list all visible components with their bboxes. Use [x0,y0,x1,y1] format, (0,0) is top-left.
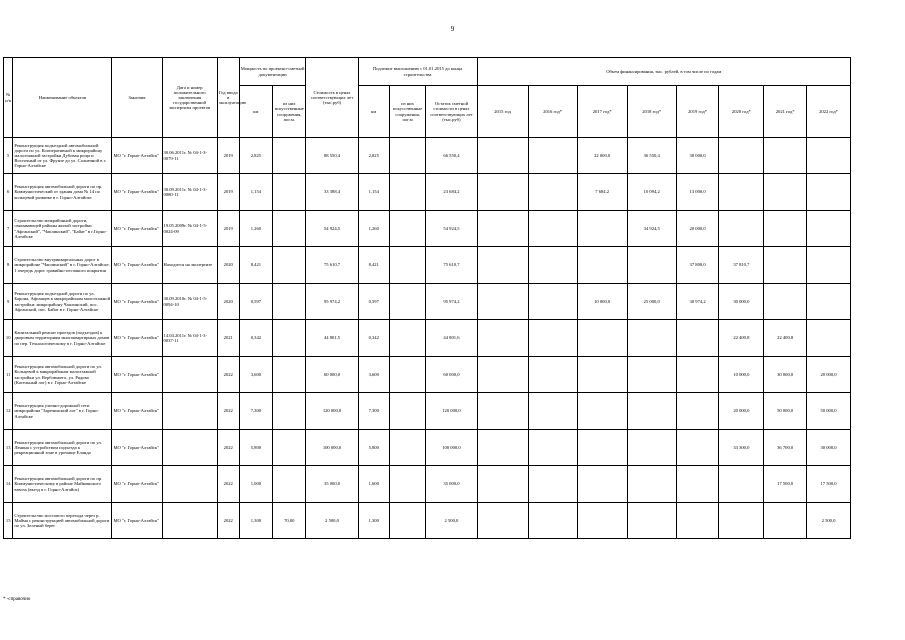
cell-financing-2018 [627,247,676,284]
header-row-1 [4,58,851,86]
table-row [4,247,851,284]
cell-row-number: 5 [4,138,13,174]
cell-financing-2021 [764,174,807,211]
cell-financing-2016 [528,138,577,174]
cell-estimated-cost: 75 610,7 [306,247,358,284]
cell-financing-2015 [477,357,528,393]
cell-financing-2015 [477,174,528,211]
cell-length-km: 1,260 [239,211,272,247]
cell-estimated-cost: 35 000,0 [306,466,358,503]
cell-financing-2016 [528,320,577,357]
cell-object-name: Реконструкция подъездной дороги по ул. Барона, Афганцев к микрорайонам малоэтажной застройки: микрорайону Чаплинский, пос. Афганский, пос. Байат в г. Горно-Алтайске [13,284,112,320]
cell-financing-2019: 13 000,0 [676,174,719,211]
table-row [4,466,851,503]
cell-financing-2017: 22 000,0 [577,138,627,174]
header-remaining-cost: Остаток сметной стоимости в ценах соответствующих лет (тыс.руб) [426,86,477,138]
header-capacity-group: Мощность по проектно-сметной документации [239,58,306,86]
cell-financing-2019 [676,466,719,503]
cell-object-name: Строительство внутриквартальных дорог в микрорайоне "Чаплинский" в г. Горно-Алтайске, 1 очередь дорог гравийно-песчаного покрытия [13,247,112,284]
cell-estimated-cost: 88 550,4 [306,138,358,174]
header-date-number: Дата и номер положительного заключения государственной экспертизы проектов [162,58,217,138]
cell-remaining-artificial-structures [389,357,426,393]
cell-remaining-cost: 44 801,6 [426,320,477,357]
cell-financing-2020: 33 300,0 [719,430,764,466]
cell-financing-2018: 34 924,5 [627,211,676,247]
cell-financing-2018 [627,430,676,466]
cell-remaining-artificial-structures [389,503,426,539]
cell-financing-2017 [577,320,627,357]
cell-financing-2015 [477,466,528,503]
header-km: км [239,86,272,138]
header-year-2020: 2020 год* [719,86,764,138]
cell-row-number: 12 [4,393,13,430]
cell-customer: МО "г. Горно-Алтайск" [112,247,162,284]
cell-financing-2017 [577,211,627,247]
cell-financing-2021: 17 500,0 [764,466,807,503]
cell-customer: МО "г. Горно-Алтайск" [112,466,162,503]
cell-financing-2015 [477,393,528,430]
cell-length-km: 1,300 [239,503,272,539]
header-year-2021: 2021 год* [764,86,807,138]
cell-customer: МО "г. Горно-Алтайск" [112,284,162,320]
cell-financing-2018 [627,357,676,393]
cell-length-km: 8,421 [239,247,272,284]
cell-financing-2017 [577,466,627,503]
cell-expertise-date-number: Находится на экспертизе [162,247,217,284]
cell-artificial-structures [273,320,306,357]
cell-financing-2015 [477,211,528,247]
cell-financing-2018: 10 094,2 [627,174,676,211]
cell-artificial-structures [273,393,306,430]
cell-financing-2020: 30 000,0 [719,284,764,320]
cell-commission-year: 2020 [217,247,239,284]
cell-artificial-structures [273,284,306,320]
header-year-2015: 2015 год [477,86,528,138]
table-row [4,211,851,247]
cell-financing-2016 [528,357,577,393]
cell-customer: МО "г. Горно-Алтайск" [112,320,162,357]
table-row [4,393,851,430]
header-km-remaining: км [358,86,389,138]
cell-financing-2021: 22 400,8 [764,320,807,357]
cell-financing-2019: 20 000,0 [676,211,719,247]
cell-financing-2018 [627,466,676,503]
cell-remaining-cost: 35 000,0 [426,466,477,503]
cell-financing-2022 [807,211,851,247]
cell-row-number: 15 [4,503,13,539]
cell-financing-2016 [528,247,577,284]
cell-expertise-date-number: 30.06.2011г. № 04-1-3-0079-11 [162,138,217,174]
cell-customer: МО "г. Горно-Алтайск" [112,503,162,539]
header-remaining-group: Подлежит выполнению с 01.01.2015 до конца строительства [358,58,477,86]
cell-financing-2020 [719,466,764,503]
cell-financing-2022 [807,284,851,320]
cell-object-name: Реконструкция автомобильной дороги по пр. Коммунистический от здания дома № 14 по кольцевой развязке в г. Горно-Алтайске [13,174,112,211]
cell-remaining-cost: 100 000,0 [426,430,477,466]
cell-financing-2018: 25 000,0 [627,284,676,320]
cell-remaining-km: 7,300 [358,393,389,430]
cell-artificial-structures: 70,00 [273,503,306,539]
cell-customer: МО "г. Горно-Алтайск" [112,211,162,247]
header-name: Наименование объектов [13,58,112,138]
cell-estimated-cost: 54 924,5 [306,211,358,247]
cell-customer: МО "г. Горно-Алтайск" [112,430,162,466]
cell-remaining-artificial-structures [389,211,426,247]
cell-financing-2020: 37 810,7 [719,247,764,284]
cell-estimated-cost: 33 388,4 [306,174,358,211]
header-year: Год ввода в эксплуатацию [217,58,239,138]
cell-remaining-km: 1,600 [358,466,389,503]
cell-artificial-structures [273,247,306,284]
cell-length-km: 3,600 [239,357,272,393]
cell-estimated-cost: 120 000,0 [306,393,358,430]
cell-commission-year: 2019 [217,211,239,247]
cell-customer: МО "г. Горно-Алтайск" [112,357,162,393]
cell-remaining-km: 5,800 [358,430,389,466]
cell-financing-2021: 50 000,0 [764,393,807,430]
cell-artificial-structures [273,211,306,247]
cell-object-name: Реконструкция автомобильной дороги по ул. Ленина с устройством подъезда к рекреационной зоне в урочище Еланда [13,430,112,466]
cell-remaining-cost: 75 610,7 [426,247,477,284]
cell-length-km: 7,300 [239,393,272,430]
cell-financing-2015 [477,430,528,466]
cell-artificial-structures [273,357,306,393]
cell-remaining-cost: 60 000,0 [426,357,477,393]
header-of-them-remaining: из них искусственные сооружения, пог.м [389,86,426,138]
cell-remaining-cost: 54 924,5 [426,211,477,247]
cell-financing-2022: 2 500,0 [807,503,851,539]
cell-commission-year: 2022 [217,466,239,503]
cell-object-name: Строительство межрайонной дороги, связывающей районы жилой застройки "Афганский", "Чаплинский", "Байат" в г.Горно-Алтайске [13,211,112,247]
objects-table [3,57,851,539]
cell-remaining-km: 0,342 [358,320,389,357]
cell-row-number: 10 [4,320,13,357]
cell-remaining-artificial-structures [389,466,426,503]
cell-remaining-km: 1,154 [358,174,389,211]
cell-commission-year: 2019 [217,174,239,211]
cell-financing-2019 [676,320,719,357]
header-financing-group: Объем финансирования, тыс. рублей, в том числе по годам [477,58,850,86]
cell-row-number: 11 [4,357,13,393]
table-row [4,174,851,211]
cell-financing-2021 [764,284,807,320]
cell-financing-2021: 30 000,0 [764,357,807,393]
cell-remaining-km: 3,600 [358,357,389,393]
table-row [4,430,851,466]
cell-financing-2016 [528,466,577,503]
header-year-2018: 2018 год* [627,86,676,138]
cell-expertise-date-number [162,503,217,539]
cell-financing-2016 [528,174,577,211]
cell-remaining-km: 0,597 [358,284,389,320]
cell-financing-2015 [477,503,528,539]
header-year-2019: 2019 год* [676,86,719,138]
cell-remaining-cost: 95 974,2 [426,284,477,320]
cell-object-name: Реконструкция автомобильной дороги по ул. Кольцевой к микрорайонам малоэтажной застройки ул. Верблюжего, ул. Рядова (Кательный лог) в г. Горно-Алтайске [13,357,112,393]
cell-remaining-artificial-structures [389,320,426,357]
cell-expertise-date-number [162,430,217,466]
cell-estimated-cost: 60 000,0 [306,357,358,393]
cell-remaining-artificial-structures [389,284,426,320]
cell-remaining-artificial-structures [389,393,426,430]
cell-expertise-date-number: 30.09.2011г. № 04-1-3-0080-11 [162,174,217,211]
cell-financing-2022: 20 000,0 [807,357,851,393]
cell-financing-2017 [577,503,627,539]
cell-customer: МО "г. Горно-Алтайск" [112,174,162,211]
cell-expertise-date-number [162,466,217,503]
header-year-2022: 2022 год* [807,86,851,138]
cell-financing-2015 [477,247,528,284]
cell-artificial-structures [273,430,306,466]
cell-financing-2018 [627,320,676,357]
cell-commission-year: 2022 [217,503,239,539]
cell-length-km: 0,342 [239,320,272,357]
cell-financing-2017 [577,393,627,430]
cell-length-km: 5,800 [239,430,272,466]
header-of-them: из них искусственные сооружения, пог.м. [273,86,306,138]
cell-remaining-cost: 120 000,0 [426,393,477,430]
cell-remaining-km: 8,421 [358,247,389,284]
cell-financing-2020 [719,174,764,211]
cell-object-name: Капитальный ремонт проездов (подъездов) к дворовым территориям многоквартирных домов по пер. Технологическому в г. Горно-Алтайске [13,320,112,357]
cell-financing-2020 [719,503,764,539]
cell-row-number: 6 [4,174,13,211]
table-row [4,357,851,393]
cell-object-name: Реконструкция подъездной автомобильной дороги по ул. Кооперативной к микрорайону малоэтажной застройки Дубовая роща и Восточный от ул. Фрунзе до ул. Солнечной в г. Горно-Алтайске [13,138,112,174]
cell-financing-2019 [676,357,719,393]
cell-financing-2022 [807,138,851,174]
cell-customer: МО "г. Горно-Алтайск" [112,138,162,174]
cell-remaining-artificial-structures [389,174,426,211]
cell-expertise-date-number [162,357,217,393]
cell-financing-2021 [764,503,807,539]
cell-financing-2022 [807,174,851,211]
table-row [4,503,851,539]
cell-financing-2022 [807,247,851,284]
cell-commission-year: 2022 [217,430,239,466]
page-number: 9 [450,25,455,33]
cell-expertise-date-number: 30.09.2010г. № 04-1-5-0094-10 [162,284,217,320]
cell-row-number: 14 [4,466,13,503]
cell-remaining-cost: 23 684,2 [426,174,477,211]
table-row [4,320,851,357]
cell-commission-year: 2022 [217,357,239,393]
cell-length-km: 0,597 [239,284,272,320]
cell-financing-2016 [528,503,577,539]
cell-financing-2016 [528,284,577,320]
cell-artificial-structures [273,174,306,211]
cell-expertise-date-number [162,393,217,430]
cell-financing-2018 [627,503,676,539]
cell-financing-2020 [719,211,764,247]
cell-remaining-artificial-structures [389,247,426,284]
cell-remaining-km: 2,825 [358,138,389,174]
cell-commission-year: 2019 [217,138,239,174]
cell-financing-2016 [528,430,577,466]
cell-financing-2021 [764,211,807,247]
cell-financing-2015 [477,320,528,357]
cell-financing-2016 [528,393,577,430]
cell-financing-2020: 20 000,0 [719,393,764,430]
header-year-2016: 2016 год* [528,86,577,138]
cell-row-number: 7 [4,211,13,247]
cell-financing-2018 [627,393,676,430]
cell-financing-2022: 50 000,0 [807,393,851,430]
table-row [4,284,851,320]
cell-row-number: 9 [4,284,13,320]
cell-financing-2019: 37 800,0 [676,247,719,284]
cell-commission-year: 2021 [217,320,239,357]
cell-financing-2020: 10 000,0 [719,357,764,393]
cell-financing-2022: 30 000,0 [807,430,851,466]
cell-financing-2020: 22 400,8 [719,320,764,357]
cell-financing-2022 [807,320,851,357]
cell-object-name: Строительство мостового перехода через р. Майма с реконструкцией автомобильной дороги по ул. Зеленый берег [13,503,112,539]
cell-remaining-cost: 66 550,4 [426,138,477,174]
header-no: № п/п [4,58,13,138]
cell-financing-2015 [477,284,528,320]
cell-expertise-date-number: 14.04.2011г. № 04-1-3-0037-11 [162,320,217,357]
cell-artificial-structures [273,466,306,503]
cell-financing-2019 [676,503,719,539]
cell-financing-2020 [719,138,764,174]
cell-financing-2021: 36 700,0 [764,430,807,466]
header-year-2017: 2017 год* [577,86,627,138]
cell-financing-2018: 36 550,4 [627,138,676,174]
cell-financing-2017 [577,357,627,393]
cell-financing-2019 [676,393,719,430]
cell-financing-2019: 30 974,2 [676,284,719,320]
cell-remaining-artificial-structures [389,430,426,466]
cell-estimated-cost: 44 801,5 [306,320,358,357]
cell-object-name: Реконструкция улично-дорожной сети микрорайона "Заречинский лог" в г. Горно-Алтайске [13,393,112,430]
cell-length-km: 1,000 [239,466,272,503]
cell-financing-2016 [528,211,577,247]
cell-customer: МО "г. Горно-Алтайск" [112,393,162,430]
table-row [4,138,851,174]
cell-length-km: 2,825 [239,138,272,174]
cell-commission-year: 2020 [217,284,239,320]
cell-financing-2015 [477,138,528,174]
cell-artificial-structures [273,138,306,174]
cell-financing-2021 [764,247,807,284]
cell-remaining-cost: 2 500,0 [426,503,477,539]
cell-financing-2022: 17 500,0 [807,466,851,503]
cell-financing-2019 [676,430,719,466]
cell-financing-2017 [577,430,627,466]
footnote: * -справочно [3,597,31,602]
cell-remaining-artificial-structures [389,138,426,174]
cell-object-name: Реконструкция автомобильной дороги по пр. Коммунистическому в районе Майминского взвоза (въезд в г. Горно-Алтайск) [13,466,112,503]
cell-remaining-km: 1,260 [358,211,389,247]
cell-row-number: 13 [4,430,13,466]
cell-financing-2019: 30 000,0 [676,138,719,174]
cell-financing-2017: 7 684,2 [577,174,627,211]
cell-expertise-date-number: 19.05.2009г. № 04-1-5-0024-09 [162,211,217,247]
cell-remaining-km: 1,300 [358,503,389,539]
cell-estimated-cost: 95 974,2 [306,284,358,320]
cell-length-km: 1,154 [239,174,272,211]
header-customer: Заказчик [112,58,162,138]
cell-row-number: 8 [4,247,13,284]
cell-financing-2017 [577,247,627,284]
cell-estimated-cost: 100 000,0 [306,430,358,466]
cell-financing-2021 [764,138,807,174]
cell-estimated-cost: 2 500,0 [306,503,358,539]
cell-commission-year: 2022 [217,393,239,430]
header-cost: Стоимость в ценах соответствующих лет (тыс.руб) [306,58,358,138]
cell-financing-2017: 10 000,0 [577,284,627,320]
